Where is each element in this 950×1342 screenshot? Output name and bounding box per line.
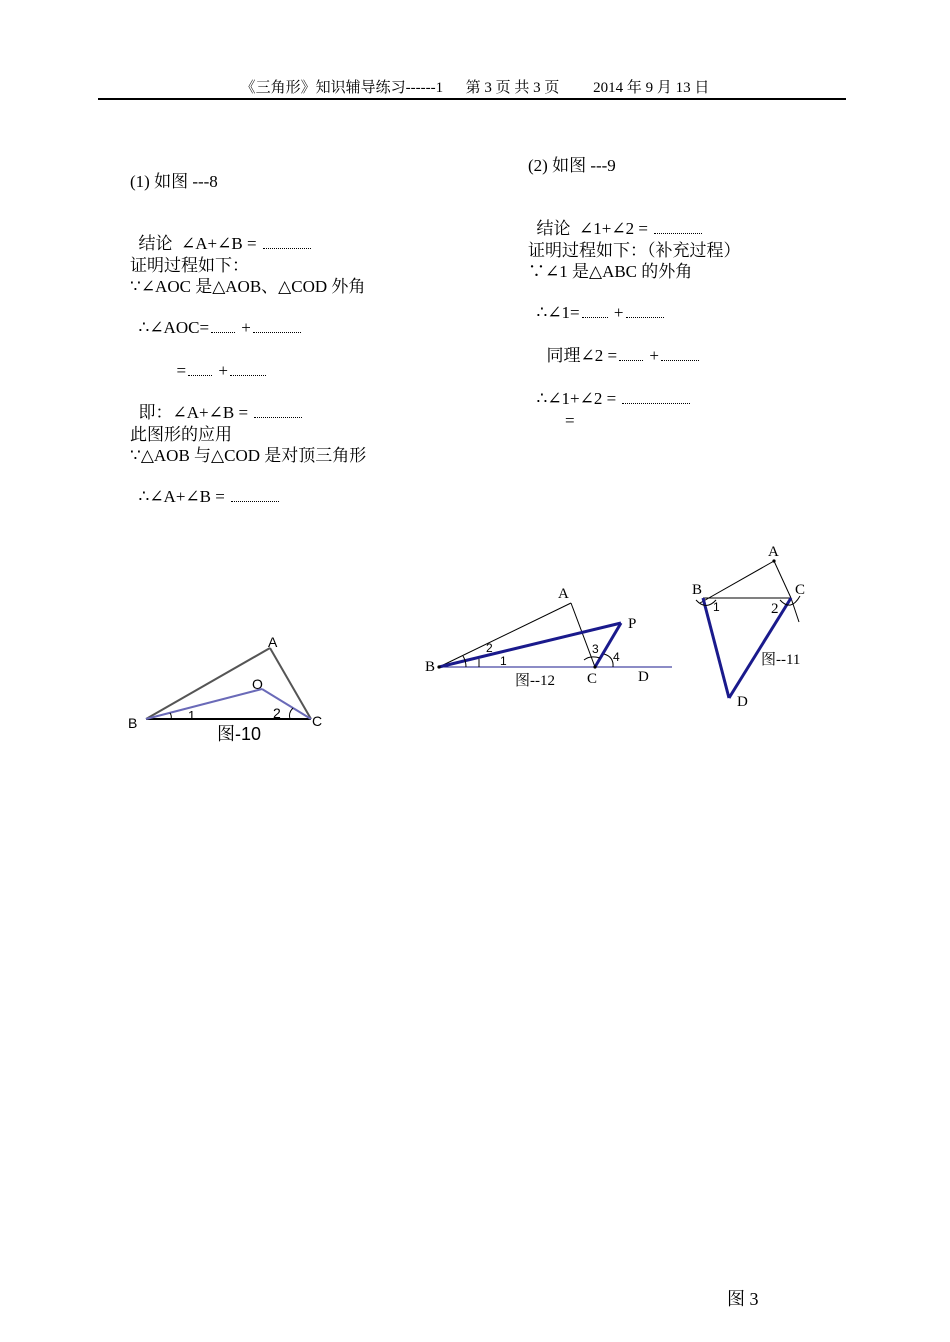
fig12-point-c bbox=[593, 665, 596, 668]
fig12-caption: 图--12 bbox=[515, 673, 555, 689]
left-because-1: ∵∠AOC 是△AOB、△COD 外角 bbox=[130, 277, 366, 296]
plus-sign: + bbox=[241, 318, 251, 337]
fig11-segment-ab bbox=[700, 561, 774, 603]
fig10-segment-oc bbox=[262, 689, 311, 719]
fig12-label-3: 3 bbox=[592, 642, 599, 656]
plus-sign: + bbox=[649, 346, 659, 365]
fig10-label-1: 1 bbox=[188, 708, 196, 723]
fig11-label-b: B bbox=[692, 582, 703, 598]
fig11-label-c: C bbox=[795, 582, 806, 598]
figure-10 bbox=[128, 634, 322, 744]
fig11-label-1: 1 bbox=[713, 600, 720, 614]
left-application: 此图形的应用 bbox=[130, 425, 232, 444]
fig12-label-d: D bbox=[638, 669, 649, 685]
right-similarly: 同理∠2 = bbox=[546, 346, 618, 365]
plus-sign: + bbox=[613, 303, 624, 322]
fig11-label-2: 2 bbox=[771, 601, 779, 617]
fig10-label-2: 2 bbox=[273, 705, 281, 721]
fig12-label-4: 4 bbox=[613, 650, 620, 664]
plus-sign: + bbox=[218, 361, 228, 380]
fig11-extension-c bbox=[791, 598, 799, 622]
fig10-label-c: C bbox=[312, 713, 323, 729]
fig12-angle-4-arc bbox=[604, 654, 613, 667]
fig12-label-2: 2 bbox=[486, 641, 493, 655]
right-conclusion-label: 结论 ∠1+∠2 = bbox=[536, 219, 653, 238]
fig11-label-a: A bbox=[768, 544, 779, 560]
fig10-label-o: O bbox=[252, 676, 263, 692]
page-footer: 图 3 bbox=[727, 1289, 759, 1309]
fig11-caption: 图--11 bbox=[761, 652, 801, 668]
page-header: 《三角形》知识辅导练习------1 第 3 页 共 3 页 2014 年 9 月 13 日 bbox=[240, 80, 710, 96]
figure-11 bbox=[692, 544, 805, 710]
fig10-segment-bo bbox=[146, 689, 262, 719]
left-therefore-1: ∴∠AOC= bbox=[138, 318, 210, 337]
equals-sign: = bbox=[176, 361, 187, 380]
left-title: (1) 如图 ---8 bbox=[130, 172, 218, 191]
fig11-label-d: D bbox=[737, 694, 748, 710]
fig12-label-a: A bbox=[558, 586, 569, 602]
left-therefore-2: ∴∠A+∠B = bbox=[138, 487, 230, 506]
fig11-segment-cd bbox=[729, 598, 791, 698]
right-proof-intro: 证明过程如下：（补充过程） bbox=[528, 241, 741, 260]
right-equals: = bbox=[565, 411, 575, 430]
left-proof-intro: 证明过程如下： bbox=[130, 256, 249, 275]
fig12-point-b bbox=[437, 665, 440, 668]
right-therefore-1: ∴∠1= bbox=[536, 303, 580, 322]
fig12-label-1: 1 bbox=[500, 654, 507, 668]
left-conclusion-label: 结论 ∠A+∠B = bbox=[138, 234, 261, 253]
fig12-label-b: B bbox=[425, 659, 436, 675]
fig10-label-b: B bbox=[128, 715, 138, 731]
right-therefore-2: ∴∠1+∠2 = bbox=[536, 389, 621, 408]
fig10-angle-2-arc bbox=[289, 708, 293, 719]
figure-12 bbox=[425, 586, 672, 689]
left-because-2: ∵△AOB 与△COD 是对顶三角形 bbox=[130, 446, 367, 465]
fig10-label-a: A bbox=[268, 634, 278, 650]
fig12-label-p: P bbox=[628, 616, 637, 632]
fig10-caption: 图-10 bbox=[217, 724, 262, 744]
right-title: (2) 如图 ---9 bbox=[528, 156, 616, 175]
fig11-segment-ac bbox=[774, 561, 791, 598]
left-ie-label: 即：∠A+∠B = bbox=[138, 403, 253, 422]
right-because-1: ∵∠1 是△ABC 的外角 bbox=[528, 262, 693, 281]
fig12-label-c: C bbox=[587, 671, 598, 687]
